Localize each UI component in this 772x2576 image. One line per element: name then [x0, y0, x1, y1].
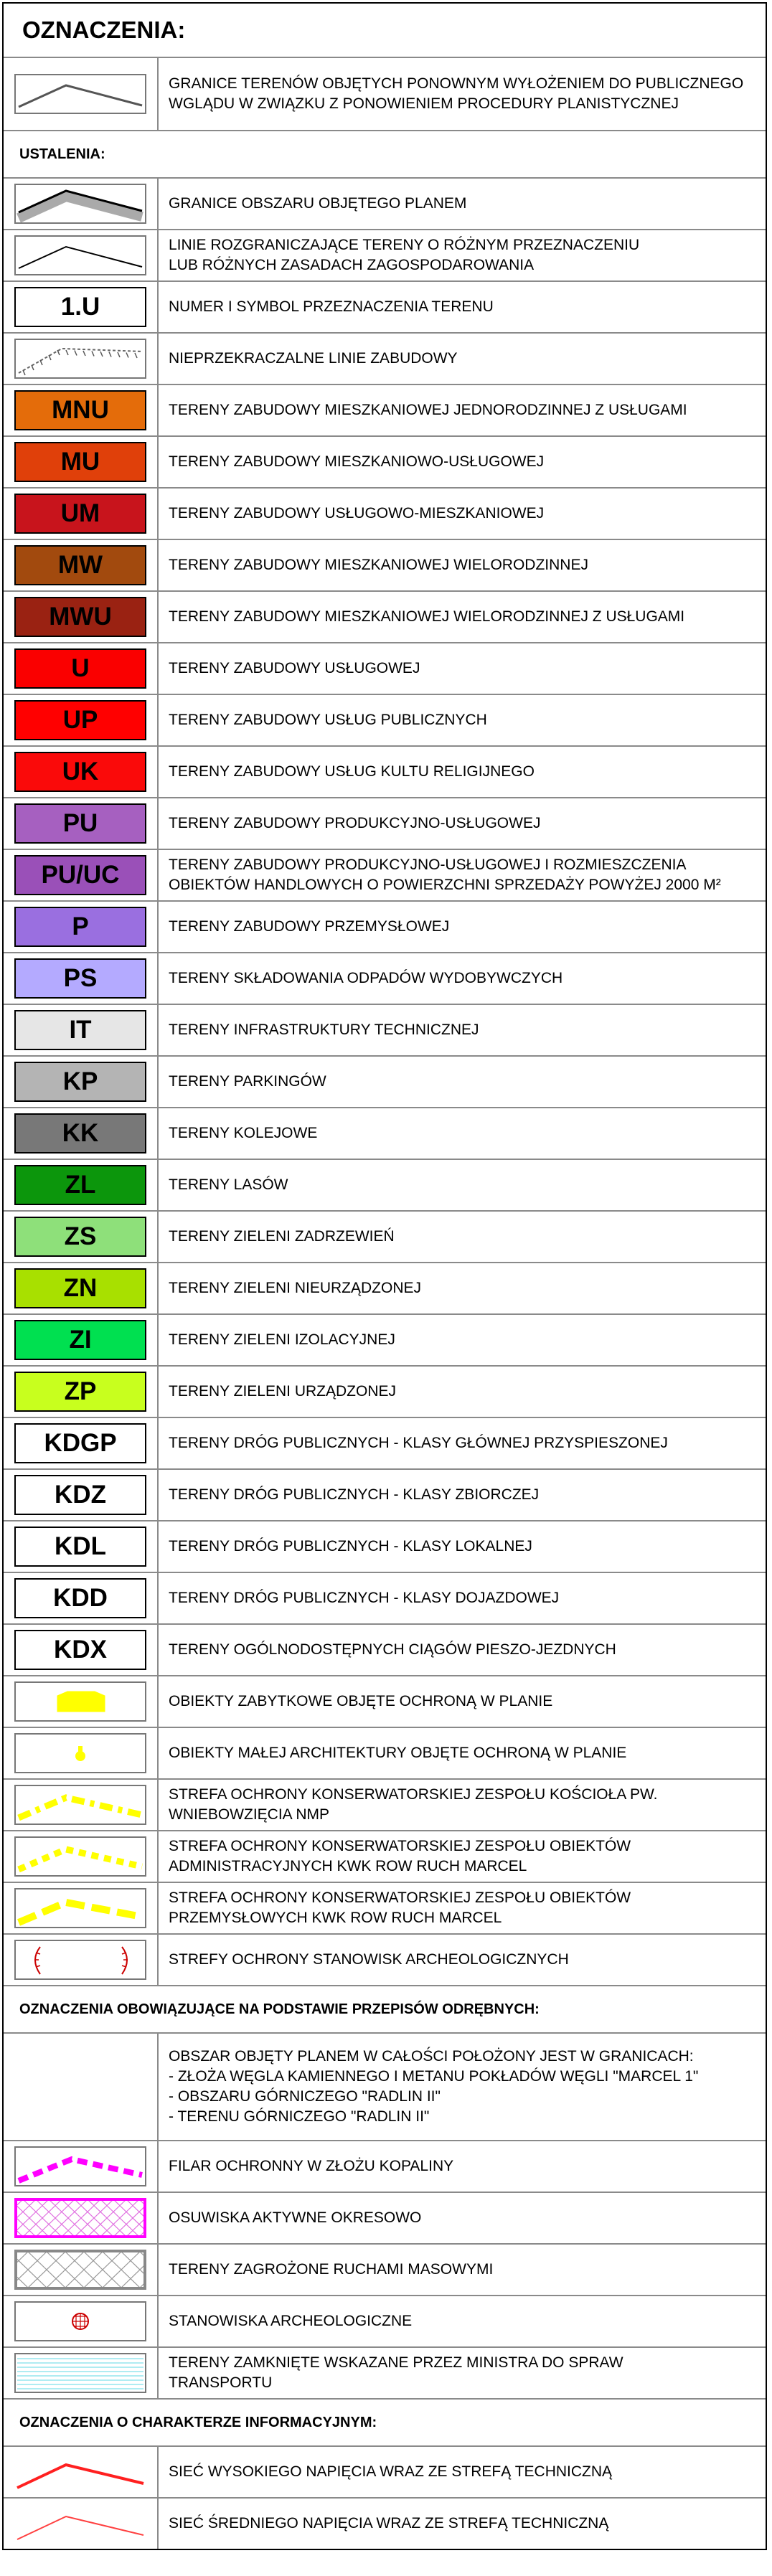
cyan-lines-icon: [14, 2353, 146, 2393]
legend-row: [4, 1676, 766, 1728]
legend-row: [4, 747, 766, 798]
description-line: STREFA OCHRONY KONSERWATORSKIEJ ZESPOŁU OBIEKTÓW: [169, 1889, 631, 1906]
land-use-symbol: PS: [14, 958, 146, 999]
legend-symbol-cell: [4, 437, 159, 487]
legend-description: [159, 1780, 766, 1830]
legend-description: [159, 1315, 766, 1365]
legend-description: [159, 1005, 766, 1055]
legend-description: [159, 58, 766, 130]
description-line: TERENY ZAGROŻONE RUCHAMI MASOWYMI: [169, 2261, 494, 2278]
legend-symbol-cell: [4, 1005, 159, 1055]
description-line: TERENY ZABUDOWY USŁUG PUBLICZNYCH: [169, 712, 487, 728]
legend-symbol-cell: [4, 2141, 159, 2192]
legend-description: [159, 1470, 766, 1520]
legend-symbol-cell: [4, 2499, 159, 2549]
legend-row: [4, 58, 766, 131]
description-line: STANOWISKA ARCHEOLOGICZNE: [169, 2313, 413, 2329]
land-use-symbol: PU: [14, 803, 146, 844]
legend-description: [159, 798, 766, 849]
description-line: TERENY SKŁADOWANIA ODPADÓW WYDOBYWCZYCH: [169, 970, 563, 986]
legend-description: [159, 2193, 766, 2243]
legend-description: [159, 902, 766, 952]
legend-symbol-cell: [4, 592, 159, 642]
legend-description: [159, 1728, 766, 1778]
description-line: TERENY ZIELENI NIEURZĄDZONEJ: [169, 1280, 421, 1296]
land-use-symbol: U: [14, 648, 146, 689]
legend-symbol-cell: [4, 1728, 159, 1778]
legend-row: [4, 1883, 766, 1935]
yellow-dashdot-icon: [14, 1785, 146, 1825]
land-use-symbol: ZL: [14, 1165, 146, 1205]
legend-description: [159, 540, 766, 590]
legend-description: [159, 592, 766, 642]
legend-symbol-cell: [4, 850, 159, 900]
description-line: SIEĆ ŚREDNIEGO NAPIĘCIA WRAZ ZE STREFĄ TECHNICZNĄ: [169, 2515, 609, 2532]
description-line: - ZŁOŻA WĘGLA KAMIENNEGO I METANU POKŁADÓW WĘGLI "MARCEL 1": [169, 2068, 699, 2085]
legend-row: [4, 1728, 766, 1780]
legend-row: [4, 1573, 766, 1625]
legend-row: [4, 643, 766, 695]
description-line: TERENY ZABUDOWY USŁUG KULTU RELIGIJNEGO: [169, 763, 535, 780]
legend-row: [4, 2193, 766, 2245]
legend-description: [159, 1676, 766, 1727]
legend-symbol-cell: [4, 1263, 159, 1313]
legend-description: [159, 2034, 766, 2140]
dashed-line-grey-icon: [14, 74, 146, 114]
legend-symbol-cell: [4, 1831, 159, 1882]
description-line: TERENY ZIELENI IZOLACYJNEJ: [169, 1331, 395, 1348]
legend-row: [4, 1005, 766, 1057]
description-line: FILAR OCHRONNY W ZŁOŻU KOPALINY: [169, 2158, 454, 2174]
legend-description: [159, 1625, 766, 1675]
legend-symbol-cell: [4, 2193, 159, 2243]
description-line: TERENY ZABUDOWY USŁUGOWEJ: [169, 660, 420, 676]
legend-row: [4, 334, 766, 385]
legend-description: [159, 1883, 766, 1933]
yellow-dash-icon: [14, 1836, 146, 1877]
legend-description: [159, 953, 766, 1004]
description-line: STREFY OCHRONY STANOWISK ARCHEOLOGICZNYCH: [169, 1951, 569, 1968]
legend-row: [4, 1780, 766, 1831]
thin-line-icon: [14, 235, 146, 275]
description-line: ADMINISTRACYJNYCH KWK ROW RUCH MARCEL: [169, 1858, 527, 1874]
legend-row: [4, 230, 766, 282]
description-line: TERENY INFRASTRUKTURY TECHNICZNEJ: [169, 1022, 479, 1038]
legend-row: [4, 1521, 766, 1573]
land-use-symbol: MU: [14, 442, 146, 482]
legend-description: [159, 2499, 766, 2549]
land-use-symbol: KDD: [14, 1578, 146, 1618]
land-use-symbol: ZI: [14, 1320, 146, 1360]
legend-symbol-cell: [4, 1470, 159, 1520]
legend-description: [159, 1521, 766, 1572]
legend-symbol-cell: [4, 1883, 159, 1933]
land-use-symbol: ZP: [14, 1372, 146, 1412]
legend-description: [159, 385, 766, 435]
legend-row: [4, 2447, 766, 2499]
description-line: LUB RÓŻNYCH ZASADACH ZAGOSPODAROWANIA: [169, 257, 535, 273]
legend-symbol-cell: [4, 798, 159, 849]
land-use-symbol: KK: [14, 1113, 146, 1153]
description-line: TERENY ZABUDOWY PRODUKCYJNO-USŁUGOWEJ: [169, 815, 541, 831]
monument-icon: [14, 1681, 146, 1722]
legend-row: [4, 2499, 766, 2549]
description-line: TERENY LASÓW: [169, 1176, 288, 1193]
legend-description: [159, 1367, 766, 1417]
description-line: OSUWISKA AKTYWNE OKRESOWO: [169, 2209, 422, 2226]
description-line: OBIEKTY MAŁEJ ARCHITEKTURY OBJĘTE OCHRONĄ W PLANIE: [169, 1745, 627, 1761]
description-line: NUMER I SYMBOL PRZEZNACZENIA TERENU: [169, 298, 494, 315]
legend-symbol-cell: [4, 540, 159, 590]
description-line: - TERENU GÓRNICZEGO "RADLIN II": [169, 2108, 430, 2125]
legend-description: [159, 334, 766, 384]
building-line-icon: [14, 339, 146, 379]
land-use-symbol: MNU: [14, 390, 146, 430]
land-use-symbol: KP: [14, 1062, 146, 1102]
legend-row: [4, 489, 766, 540]
red-thick-line-icon: [14, 2452, 146, 2492]
description-line: WNIEBOWZIĘCIA NMP: [169, 1806, 330, 1823]
land-use-symbol: UP: [14, 700, 146, 740]
legend-symbol-cell: [4, 489, 159, 539]
legend-symbol-cell: [4, 953, 159, 1004]
legend-symbol-cell: [4, 2296, 159, 2346]
land-use-symbol: KDL: [14, 1527, 146, 1567]
description-line: TRANSPORTU: [169, 2374, 273, 2391]
legend-row: [4, 1831, 766, 1883]
legend-row: [4, 2348, 766, 2400]
description-line: TERENY ZABUDOWY MIESZKANIOWEJ JEDNORODZINNEJ Z USŁUGAMI: [169, 402, 687, 418]
legend-description: [159, 1418, 766, 1468]
legend-description: [159, 695, 766, 745]
legend-symbol-cell: [4, 1160, 159, 1210]
description-line: TERENY DRÓG PUBLICZNYCH - KLASY ZBIORCZEJ: [169, 1486, 540, 1503]
magenta-hatch-icon: [14, 2198, 146, 2238]
legend-symbol-cell: [4, 385, 159, 435]
legend-symbol-cell: [4, 1108, 159, 1159]
legend-symbol-cell: [4, 1625, 159, 1675]
legend-symbol-cell: [4, 1521, 159, 1572]
legend-description: [159, 1160, 766, 1210]
legend-row: [4, 2141, 766, 2193]
legend-row: [4, 1935, 766, 1986]
legend-symbol-cell: [4, 58, 159, 130]
legend-row: [4, 1470, 766, 1521]
legend-table: [2, 2, 767, 2550]
legend-symbol-cell: [4, 1212, 159, 1262]
plan-boundary-icon: [14, 184, 146, 224]
description-line: - OBSZARU GÓRNICZEGO "RADLIN II": [169, 2088, 441, 2105]
land-use-symbol: UK: [14, 752, 146, 792]
legend-symbol-cell: [4, 1367, 159, 1417]
legend-row: [4, 540, 766, 592]
legend-row: [4, 179, 766, 230]
legend-symbol-cell: [4, 747, 159, 797]
legend-symbol-cell: [4, 179, 159, 229]
description-line: OBSZAR OBJĘTY PLANEM W CAŁOŚCI POŁOŻONY JEST W GRANICACH:: [169, 2048, 694, 2065]
description-line: TERENY KOLEJOWE: [169, 1125, 318, 1141]
legend-description: [159, 850, 766, 900]
legend-description: [159, 2296, 766, 2346]
legend-symbol-cell: [4, 1676, 159, 1727]
legend-symbol-cell: [4, 2348, 159, 2398]
section-header: OZNACZENIA O CHARAKTERZE INFORMACYJNYM:: [4, 2400, 766, 2447]
legend-row: [4, 2296, 766, 2348]
legend-row: [4, 1160, 766, 1212]
land-use-symbol: UM: [14, 494, 146, 534]
legend-description: [159, 230, 766, 280]
magenta-dash-icon: [14, 2146, 146, 2186]
legend-row: [4, 850, 766, 902]
description-line: WGLĄDU W ZWIĄZKU Z PONOWIENIEM PROCEDURY PLANISTYCZNEJ: [169, 95, 679, 112]
legend-description: [159, 2141, 766, 2192]
legend-row: [4, 953, 766, 1005]
legend-title: OZNACZENIA:: [4, 4, 766, 58]
description-line: STREFA OCHRONY KONSERWATORSKIEJ ZESPOŁU KOŚCIOŁA PW.: [169, 1786, 658, 1803]
legend-symbol-cell: [4, 230, 159, 280]
legend-symbol-cell: [4, 282, 159, 332]
legend-row: [4, 2245, 766, 2296]
legend-row: [4, 2034, 766, 2141]
land-use-symbol: 1.U: [14, 287, 146, 327]
description-line: NIEPRZEKRACZALNE LINIE ZABUDOWY: [169, 350, 458, 367]
description-line: TERENY PARKINGÓW: [169, 1073, 326, 1090]
small-architecture-icon: [14, 1733, 146, 1773]
description-line: TERENY DRÓG PUBLICZNYCH - KLASY GŁÓWNEJ PRZYSPIESZONEJ: [169, 1435, 668, 1451]
legend-description: [159, 1212, 766, 1262]
legend-symbol-cell: [4, 1418, 159, 1468]
legend-row: [4, 1367, 766, 1418]
arch-zone-icon: [14, 1940, 146, 1980]
legend-description: [159, 1573, 766, 1623]
legend-symbol-cell: [4, 1573, 159, 1623]
grey-hatch-icon: [14, 2250, 146, 2290]
description-line: TERENY DRÓG PUBLICZNYCH - KLASY LOKALNEJ: [169, 1538, 532, 1554]
legend-symbol-cell: [4, 1935, 159, 1985]
legend-symbol-cell: [4, 643, 159, 694]
legend-row: [4, 902, 766, 953]
legend-symbol-cell: [4, 902, 159, 952]
red-thin-line-icon: [14, 2504, 146, 2544]
legend-symbol-cell: [4, 695, 159, 745]
legend-symbol-cell: [4, 1315, 159, 1365]
description-line: TERENY ZABUDOWY MIESZKANIOWO-USŁUGOWEJ: [169, 453, 545, 470]
description-line: TERENY DRÓG PUBLICZNYCH - KLASY DOJAZDOWEJ: [169, 1590, 560, 1606]
legend-description: [159, 643, 766, 694]
section-header: OZNACZENIA OBOWIĄZUJĄCE NA PODSTAWIE PRZEPISÓW ODRĘBNYCH:: [4, 1986, 766, 2034]
legend-description: [159, 2447, 766, 2497]
land-use-symbol: MWU: [14, 597, 146, 637]
description-line: TERENY ZIELENI URZĄDZONEJ: [169, 1383, 396, 1400]
legend-row: [4, 385, 766, 437]
legend-description: [159, 2245, 766, 2295]
legend-row: [4, 1108, 766, 1160]
description-line: TERENY OGÓLNODOSTĘPNYCH CIĄGÓW PIESZO-JEZDNYCH: [169, 1641, 616, 1658]
legend-description: [159, 489, 766, 539]
legend-symbol-cell: [4, 2447, 159, 2497]
legend-row: [4, 1263, 766, 1315]
legend-description: [159, 179, 766, 229]
legend-symbol-cell: [4, 2034, 159, 2140]
land-use-symbol: KDGP: [14, 1423, 146, 1463]
legend-row: [4, 1212, 766, 1263]
description-line: PRZEMYSŁOWYCH KWK ROW RUCH MARCEL: [169, 1910, 502, 1926]
legend-sections: [4, 58, 766, 2549]
description-line: OBIEKTY ZABYTKOWE OBJĘTE OCHRONĄ W PLANIE: [169, 1693, 553, 1709]
legend-symbol-cell: [4, 334, 159, 384]
legend-row: [4, 1625, 766, 1676]
description-line: TERENY ZABUDOWY PRODUKCYJNO-USŁUGOWEJ I ROZMIESZCZENIA: [169, 857, 687, 873]
legend-description: [159, 2348, 766, 2398]
land-use-symbol: IT: [14, 1010, 146, 1050]
legend-row: [4, 282, 766, 334]
description-line: TERENY ZABUDOWY USŁUGOWO-MIESZKANIOWEJ: [169, 505, 545, 522]
legend-description: [159, 1831, 766, 1882]
land-use-symbol: KDZ: [14, 1475, 146, 1515]
legend-row: [4, 695, 766, 747]
legend-row: [4, 1418, 766, 1470]
legend-row: [4, 798, 766, 850]
legend-symbol-cell: [4, 1780, 159, 1830]
legend-row: [4, 1315, 766, 1367]
land-use-symbol: PU/UC: [14, 855, 146, 895]
legend-description: [159, 437, 766, 487]
description-line: TERENY ZABUDOWY PRZEMYSŁOWEJ: [169, 918, 450, 935]
description-line: OBIEKTÓW HANDLOWYCH O POWIERZCHNI SPRZEDAŻY POWYŻEJ 2000 M²: [169, 877, 721, 893]
land-use-symbol: P: [14, 907, 146, 947]
description-line: TERENY ZIELENI ZADRZEWIEŃ: [169, 1228, 395, 1245]
legend-description: [159, 747, 766, 797]
land-use-symbol: ZS: [14, 1217, 146, 1257]
legend-row: [4, 592, 766, 643]
description-line: TERENY ZABUDOWY MIESZKANIOWEJ WIELORODZINNEJ: [169, 557, 588, 573]
arch-site-icon: [14, 2301, 146, 2341]
legend-symbol-cell: [4, 2245, 159, 2295]
legend-description: [159, 1057, 766, 1107]
description-line: GRANICE OBSZARU OBJĘTEGO PLANEM: [169, 195, 467, 212]
description-line: STREFA OCHRONY KONSERWATORSKIEJ ZESPOŁU OBIEKTÓW: [169, 1838, 631, 1854]
section-header: USTALENIA:: [4, 131, 766, 179]
legend-row: [4, 437, 766, 489]
land-use-symbol: MW: [14, 545, 146, 585]
description-line: TERENY ZABUDOWY MIESZKANIOWEJ WIELORODZINNEJ Z USŁUGAMI: [169, 608, 685, 625]
legend-row: [4, 1057, 766, 1108]
legend-description: [159, 1263, 766, 1313]
description-line: TERENY ZAMKNIĘTE WSKAZANE PRZEZ MINISTRA DO SPRAW: [169, 2354, 623, 2371]
legend-description: [159, 1935, 766, 1985]
description-line: GRANICE TERENÓW OBJĘTYCH PONOWNYM WYŁOŻENIEM DO PUBLICZNEGO: [169, 75, 744, 92]
legend-symbol-cell: [4, 1057, 159, 1107]
land-use-symbol: KDX: [14, 1630, 146, 1670]
legend-description: [159, 282, 766, 332]
description-line: SIEĆ WYSOKIEGO NAPIĘCIA WRAZ ZE STREFĄ TECHNICZNĄ: [169, 2463, 613, 2480]
yellow-longdash-icon: [14, 1888, 146, 1928]
land-use-symbol: ZN: [14, 1268, 146, 1308]
legend-description: [159, 1108, 766, 1159]
description-line: LINIE ROZGRANICZAJĄCE TERENY O RÓŻNYM PRZEZNACZENIU: [169, 237, 640, 253]
